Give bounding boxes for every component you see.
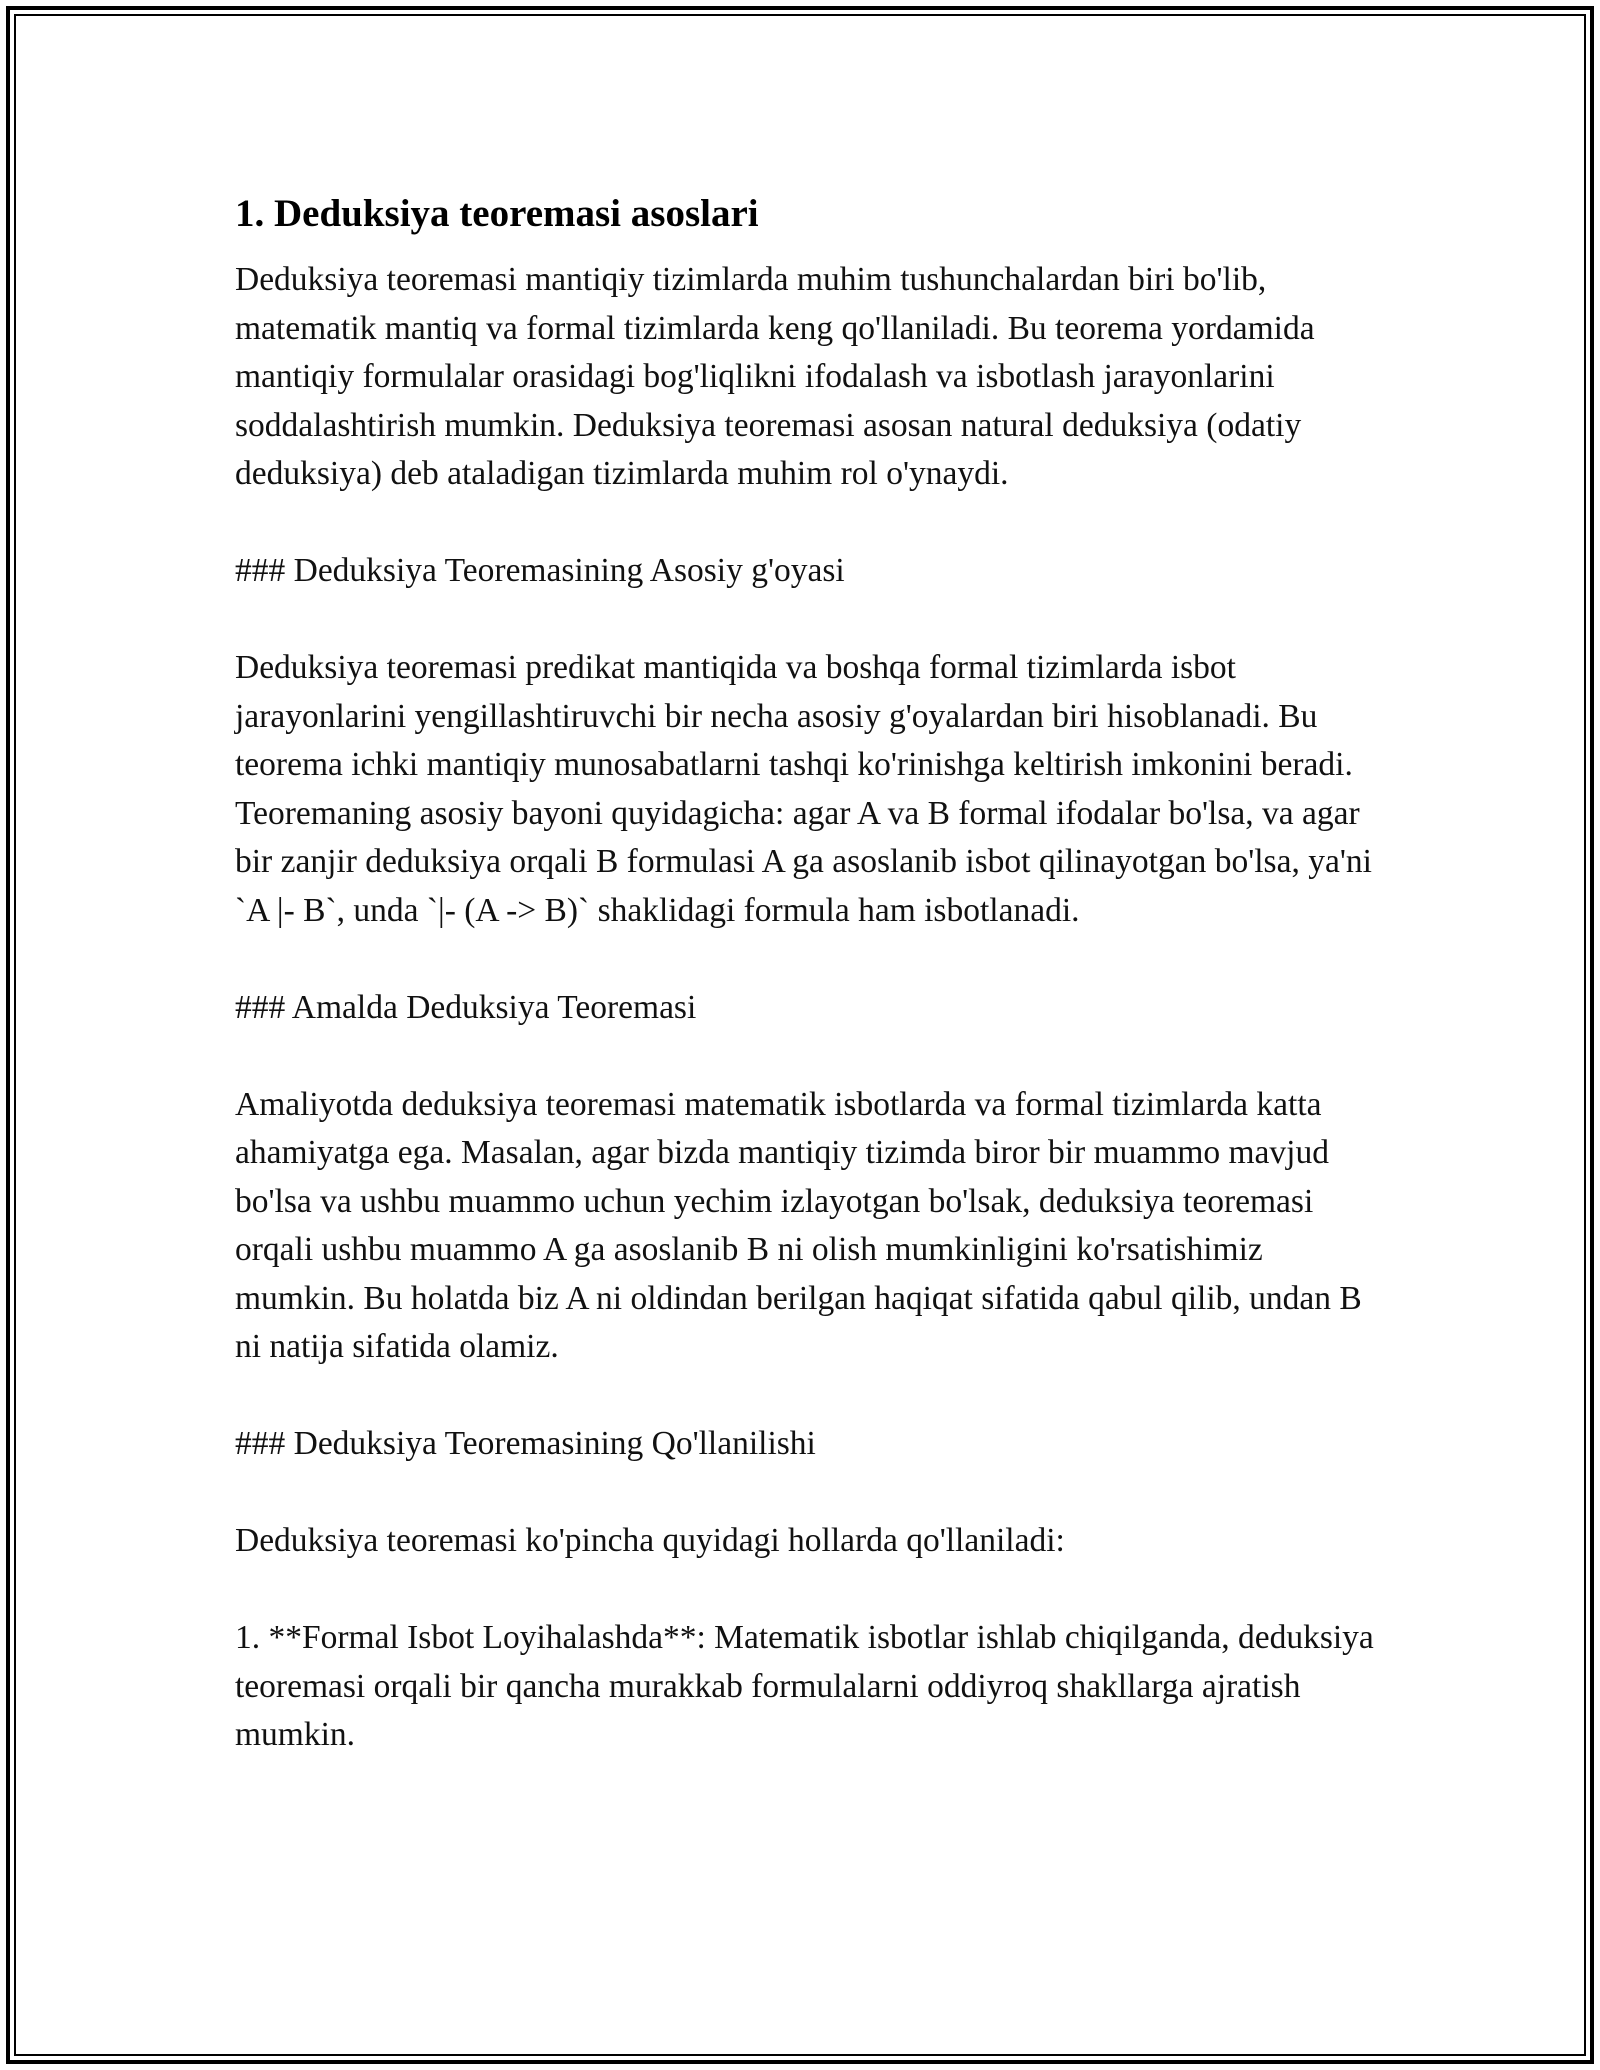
document-body: [235, 190, 1385, 1808]
section-heading-amalda: ### Amalda Deduksiya Teoremasi: [235, 988, 697, 1026]
section-heading-qollanilishi: ### Deduksiya Teoremasining Qo'llanilishi: [235, 1425, 816, 1462]
paragraph-amalda: Amaliyotda deduksiya teoremasi matematik isbotlarda va formal tizimlarda katta ahamiyatga ega. Masalan, agar bizda mantiqiy tizimda biror bir muammo mavjud bo'lsa va ushbu muammo uchun yechim izlayotgan bo'lsak, deduksiya teoremasi orqali ushbu muammo A ga asoslanib B ni olish mumkinligini ko'rsatishimiz mumkin. Bu holatda biz A ni oldindan berilgan haqiqat sifatida qabul qilib, undan B ni natija sifatida olamiz.: [235, 1085, 1362, 1365]
paragraph-asosiy-goyasi: Deduksiya teoremasi predikat mantiqida va boshqa formal tizimlarda isbot jarayonlarini yengillashtiruvchi bir necha asosiy g'oyalardan biri hisoblanadi. Bu teorema ichki mantiqiy munosabatlarni tashqi ko'rinishga keltirish imkonini beradi. Teoremaning asosiy bayoni quyidagicha: agar A va B formal ifodalar bo'lsa, va agar bir zanjir deduksiya orqali B formulasi A ga asoslanib isbot qilinayotgan bo'lsa, ya'ni `A |- B`, unda `|- (A -> B)` shaklidagi formula ham isbotlanadi.: [235, 649, 1372, 929]
document-title: 1. Deduksiya teoremasi asoslari: [235, 192, 759, 235]
paragraph-qollanilishi-intro: Deduksiya teoremasi ko'pincha quyidagi hollarda qo'llaniladi:: [235, 1522, 1065, 1559]
list-item-formal-isbot: 1. **Formal Isbot Loyihalashda**: Matematik isbotlar ishlab chiqilganda, deduksiya teoremasi orqali bir qancha murakkab formulalarni oddiyroq shakllarga ajratish mumkin.: [235, 1619, 1374, 1753]
section-heading-asosiy-goyasi: ### Deduksiya Teoremasining Asosiy g'oyasi: [235, 552, 845, 589]
intro-paragraph: Deduksiya teoremasi mantiqiy tizimlarda muhim tushunchalardan biri bo'lib, matematik mantiq va formal tizimlarda keng qo'llaniladi. Bu teorema yordamida mantiqiy formulalar orasidagi bog'liqlikni ifodalash va isbotlash jarayonlarini soddalashtirish mumkin. Deduksiya teoremasi asosan natural deduksiya (odatiy deduksiya) deb ataladigan tizimlarda muhim rol o'ynaydi.: [235, 261, 1315, 492]
